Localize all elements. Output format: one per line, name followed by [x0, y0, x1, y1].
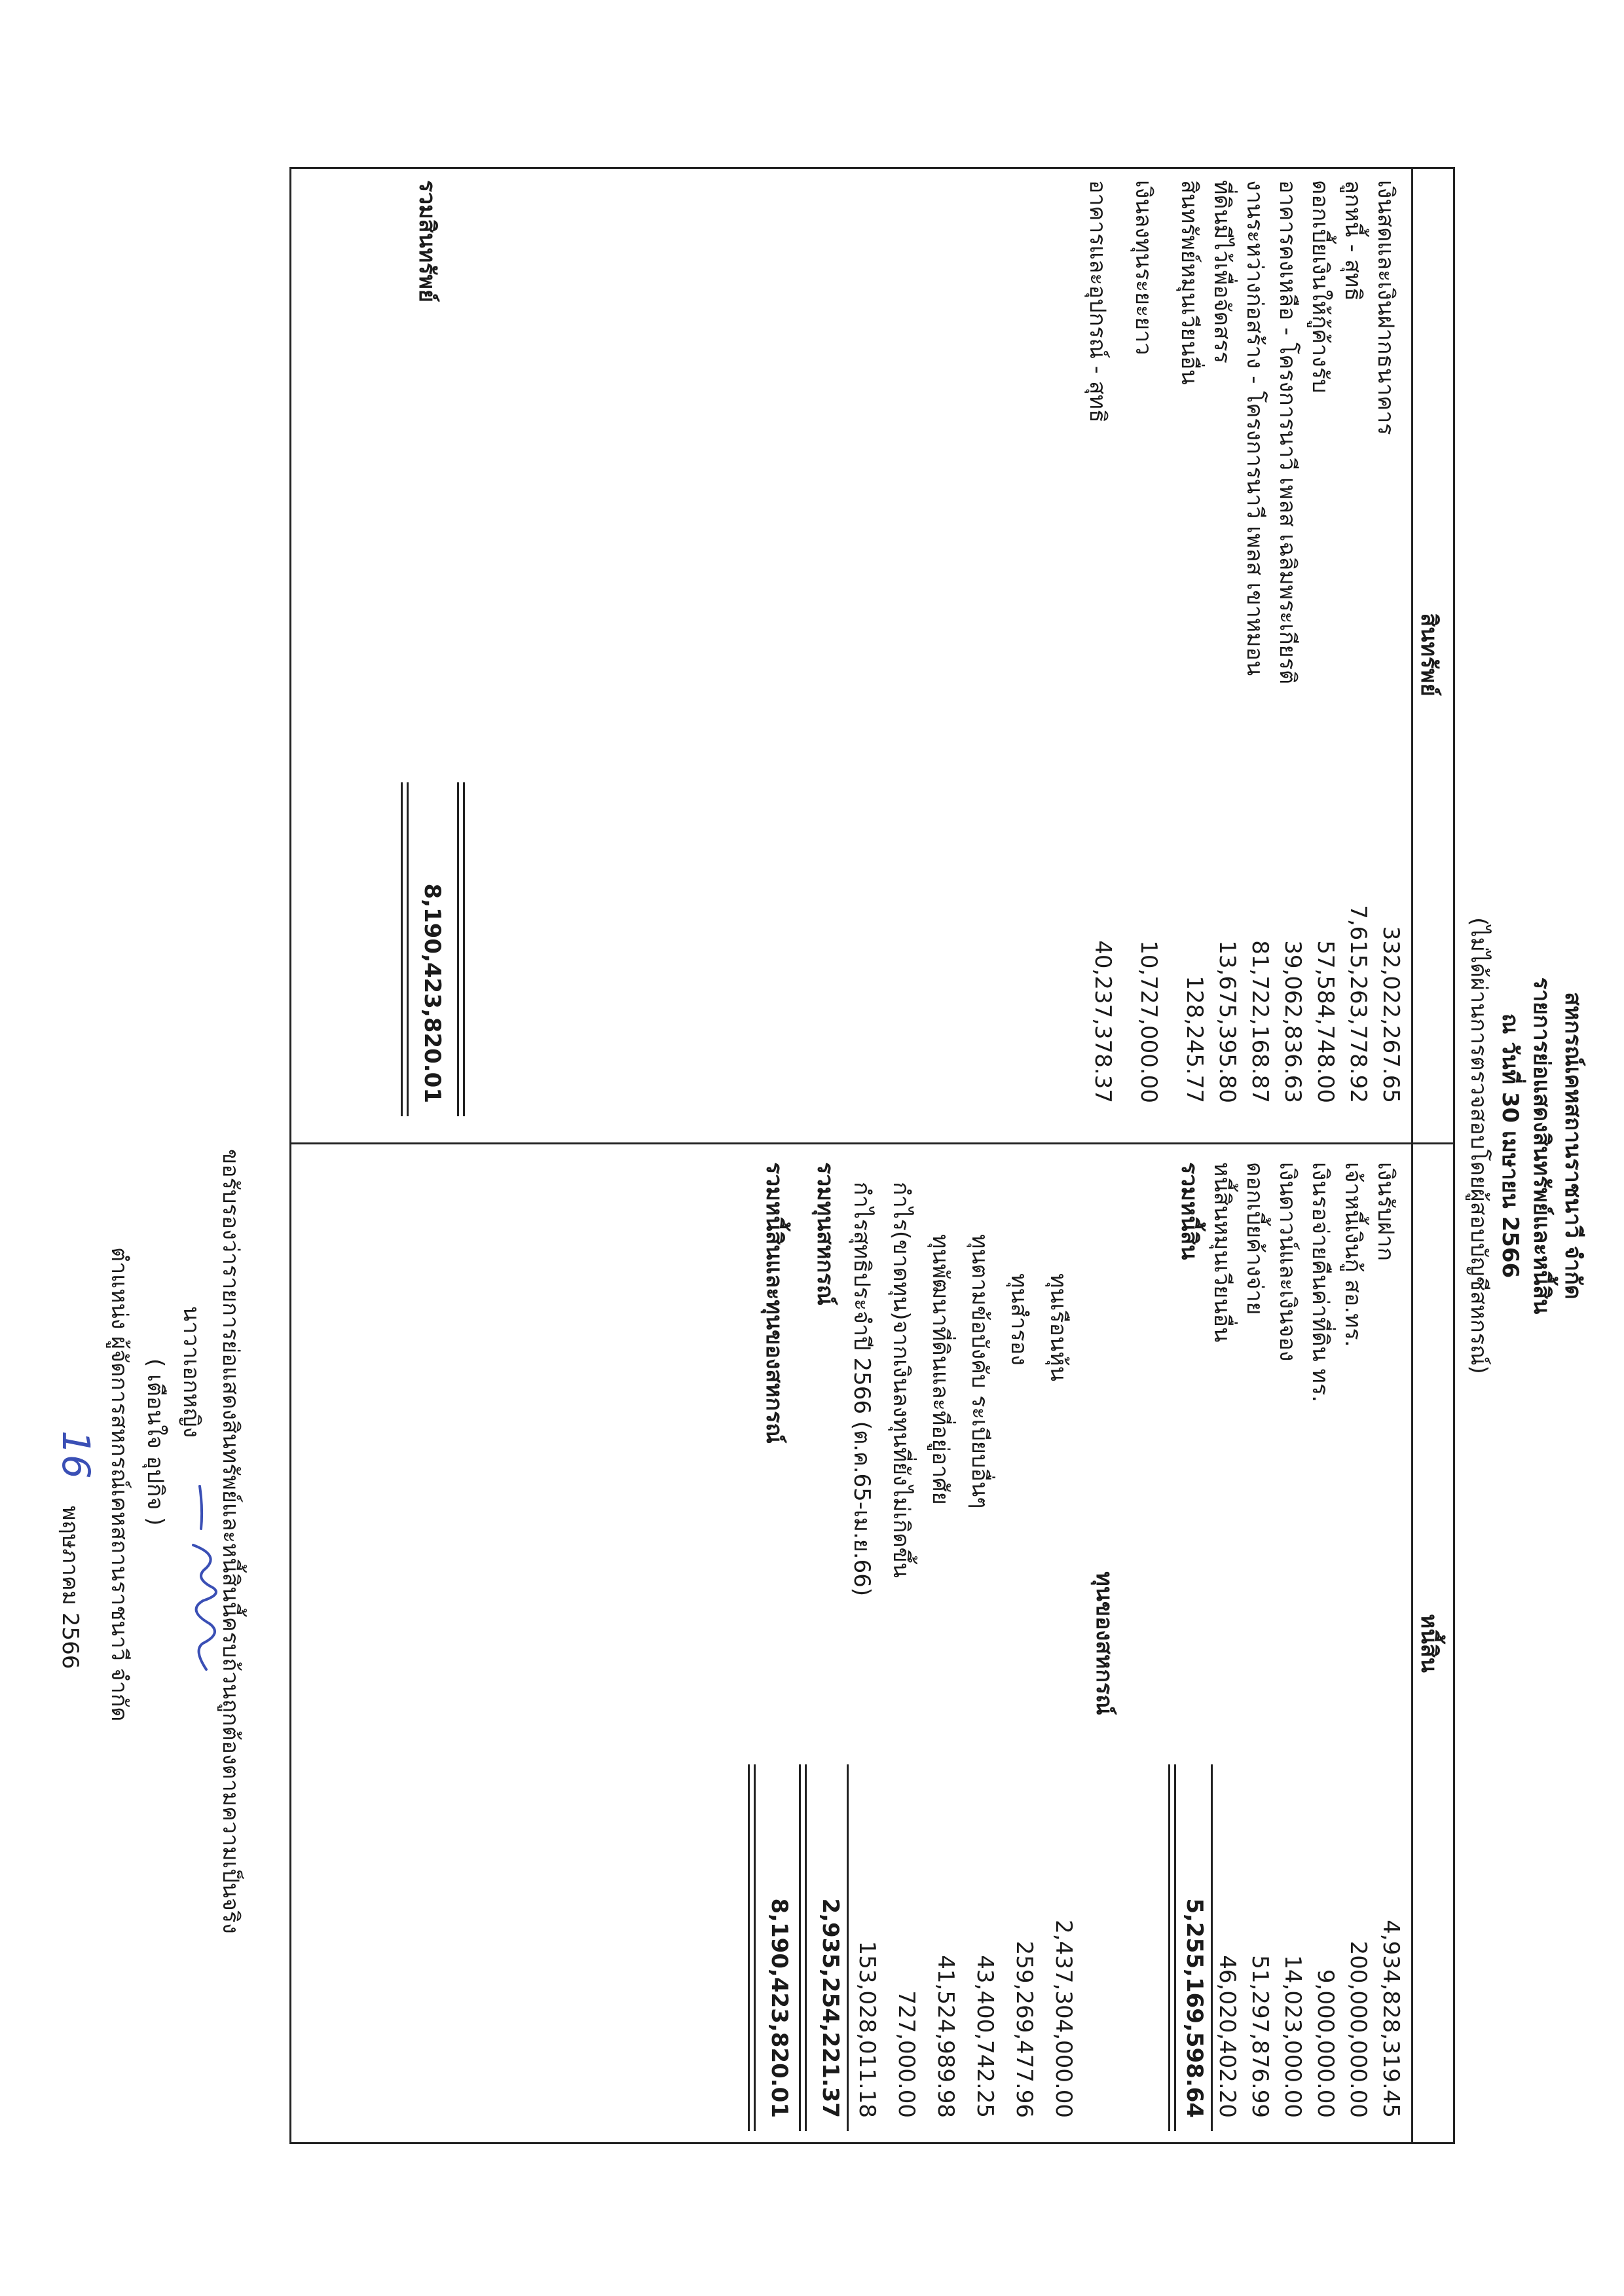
grand-total-rule-top	[799, 1764, 807, 2131]
liabilities-total-amount: 5,255,169,598.64	[1181, 1898, 1208, 2118]
asset-amount: 40,237,378.37	[1090, 940, 1116, 1103]
equity-label: กำไร(ขาดทุน)จากเงินลงทุนที่ยังไม่เกิดขึ้น	[888, 1182, 914, 1578]
assets-heading: สินทรัพย์	[1416, 613, 1442, 697]
liability-label: เงินรอจ่ายคืนค่าที่ดิน ทร.	[1307, 1162, 1333, 1402]
liability-label: เงินรับฝาก	[1373, 1162, 1399, 1261]
equity-total-amount: 2,935,254,221.37	[817, 1898, 843, 2118]
signature-scribble	[180, 1483, 232, 1679]
grand-total-rule-bottom	[748, 1764, 756, 2131]
equity-amount: 153,028,011.18	[854, 1941, 880, 2118]
table-center-divider	[289, 1142, 1455, 1144]
assets-total-label: รวมสินทรัพย์	[414, 180, 440, 302]
asset-label: งานระหว่างก่อสร้าง - โครงการนาวี เพลส เขาหมอน	[1242, 180, 1268, 676]
liabilities-total-rule	[1168, 1764, 1176, 2131]
liability-label: ดอกเบี้ยค้างจ่าย	[1242, 1162, 1268, 1315]
signer-name: ( เตือนใจ อุปกิจ )	[142, 1358, 168, 1526]
grand-total-label: รวมหนี้สินและทุนของสหกรณ์	[761, 1162, 787, 1444]
as-of-date: ณ วันที่ 30 เมษายน 2566	[1497, 1013, 1523, 1279]
asset-amount: 81,722,168.87	[1247, 940, 1273, 1103]
asset-label: อาคารคงเหลือ - โครงการนาวี เพลส เฉลิมพระเกียรติ	[1274, 180, 1301, 685]
liabilities-heading: หนี้สิน	[1416, 1614, 1442, 1673]
equity-amount: 259,269,477.96	[1011, 1941, 1037, 2118]
signer-position: ตำแหน่ง ผู้จัดการสหกรณ์เคหสถานราชนาวี จำกัด	[106, 1247, 132, 1722]
equity-label: ทุนเรือนหุ้น	[1045, 1273, 1071, 1381]
audit-note: (ไม่ได้ผ่านการตรวจสอบโดยผู้สอบบัญชีสหกรณ์)	[1466, 917, 1492, 1374]
liability-amount: 14,023,000.00	[1280, 1955, 1306, 2118]
org-name: สหกรณ์เคหสถานราชนาวี จำกัด	[1560, 992, 1586, 1300]
report-title: รายการย่อแสดงสินทรัพย์และหนี้สิน	[1528, 977, 1555, 1315]
liability-amount: 9,000,000.00	[1312, 1969, 1338, 2118]
asset-amount: 57,584,748.00	[1312, 940, 1338, 1103]
certification-text: ขอรับรองว่ารายการย่อแสดงสินทรัพย์และหนี้สินนี้ครบถ้วนถูกต้องตามความเป็นจริง	[217, 1149, 244, 1934]
asset-amount: 39,062,836.63	[1280, 940, 1306, 1103]
asset-label: สินทรัพย์หมุนเวียนอื่น	[1176, 180, 1202, 385]
assets-total-rule-bottom	[401, 782, 409, 1116]
equity-amount: 41,524,989.98	[932, 1955, 959, 2118]
liability-amount: 4,934,828,319.45	[1378, 1920, 1404, 2118]
signed-date-month-year: พฤษภาคม 2566	[57, 1506, 83, 1669]
liability-amount: 46,020,402.20	[1214, 1955, 1240, 2118]
asset-label: ดอกเบี้ยเงินให้กู้ค้างรับ	[1307, 180, 1333, 393]
assets-total-rule-top	[457, 782, 465, 1116]
signed-date-day: 16	[54, 1430, 98, 1479]
equity-total-label: รวมทุนสหกรณ์	[812, 1162, 838, 1305]
equity-amount: 2,437,304,000.00	[1050, 1920, 1077, 2118]
assets-total-amount: 8,190,423,820.01	[419, 883, 445, 1103]
signer-title: นาวาเอกหญิง	[178, 1306, 204, 1438]
equity-amount: 727,000.00	[893, 1990, 919, 2118]
liability-amount: 51,297,876.99	[1247, 1955, 1273, 2118]
equity-label: ทุนพัฒนาที่ดินและที่อยู่อาศัย	[927, 1234, 953, 1505]
asset-label: ที่ดินมีไว้เพื่อจัดสรร	[1209, 180, 1235, 364]
grand-total-amount: 8,190,423,820.01	[766, 1898, 792, 2118]
asset-label: เงินสดและเงินฝากธนาคาร	[1373, 180, 1399, 435]
liability-label: เงินดาวน์และเงินจอง	[1274, 1162, 1301, 1362]
asset-amount: 128,245.77	[1181, 975, 1208, 1103]
asset-label: ลูกหนี้ - สุทธิ	[1340, 180, 1366, 301]
equity-label: ทุนตามข้อบังคับ ระเบียบอื่นๆ	[967, 1234, 993, 1509]
asset-amount: 7,615,263,778.92	[1345, 905, 1371, 1103]
asset-amount: 10,727,000.00	[1135, 940, 1162, 1103]
equity-label: ทุนสำรอง	[1006, 1273, 1032, 1366]
liability-label: เจ้าหนี้เงินกู้ สอ.ทร.	[1340, 1162, 1366, 1347]
liabilities-total-label: รวมหนี้สิน	[1176, 1162, 1202, 1260]
equity-subtotal-rule	[847, 1764, 849, 2131]
asset-amount: 13,675,395.80	[1214, 940, 1240, 1103]
asset-label: อาคารและอุปกรณ์ - สุทธิ	[1084, 180, 1111, 423]
asset-amount: 332,022,267.65	[1378, 926, 1404, 1103]
liability-label: หนี้สินหมุนเวียนอื่น	[1209, 1162, 1235, 1343]
liabilities-subtotal-rule	[1211, 1764, 1213, 2131]
liability-amount: 200,000,000.00	[1345, 1941, 1371, 2118]
equity-amount: 43,400,742.25	[972, 1955, 998, 2118]
asset-label: เงินลงทุนระยะยาว	[1130, 180, 1156, 355]
equity-heading: ทุนของสหกรณ์	[1091, 1571, 1117, 1715]
equity-label: กำไรสุทธิประจำปี 2566 (ต.ค.65-เม.ย.66)	[849, 1182, 875, 1597]
